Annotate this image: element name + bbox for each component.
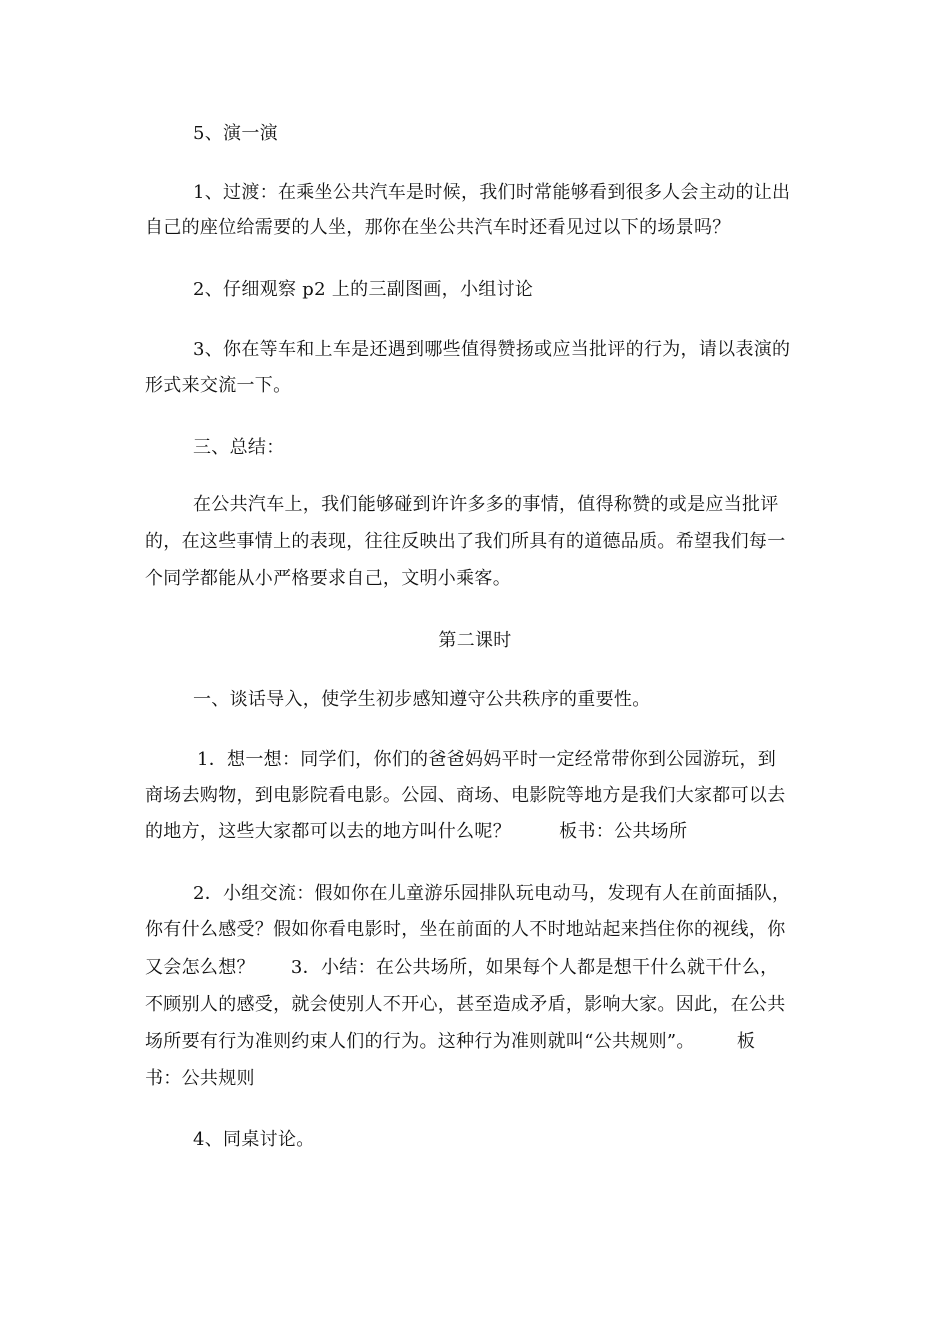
text-line: 形式来交流一下。 (145, 375, 292, 396)
section-heading: 三、总结： (193, 437, 285, 458)
text-line: 自己的座位给需要的人坐，那你在坐公共汽车时还看见过以下的场景吗？ (145, 217, 731, 238)
text-line: 4、同桌讨论。 (193, 1129, 315, 1150)
lesson-title: 第二课时 (438, 630, 512, 651)
text-line: 场所要有行为准则约束人们的行为。这种行为准则就叫“公共规则”。 板 (145, 1031, 756, 1052)
text-line: 的，在这些事情上的表现，往往反映出了我们所具有的道德品质。希望我们每一 (145, 531, 786, 552)
text-line: 书：公共规则 (145, 1068, 255, 1089)
text-line: 2、仔细观察 p2 上的三副图画，小组讨论 (193, 279, 534, 300)
text-line: 商场去购物，到电影院看电影。公园、商场、电影院等地方是我们大家都可以去 (145, 785, 786, 806)
text-line: 你有什么感受？假如你看电影时，坐在前面的人不时地站起来挡住你的视线，你 (145, 919, 786, 940)
text-line: 1．想一想：同学们，你们的爸爸妈妈平时一定经常带你到公园游玩，到 (197, 749, 777, 770)
text-line: 3、你在等车和上车是还遇到哪些值得赞扬或应当批评的行为，请以表演的 (193, 339, 791, 360)
text-line: 的地方，这些大家都可以去的地方叫什么呢？ 板书：公共场所 (145, 821, 688, 842)
text-line: 又会怎么想？ 3．小结：在公共场所，如果每个人都是想干什么就干什么， (145, 957, 779, 978)
text-line: 不顾别人的感受，就会使别人不开心，甚至造成矛盾，影响大家。因此，在公共 (145, 994, 786, 1015)
text-line: 2．小组交流：假如你在儿童游乐园排队玩电动马，发现有人在前面插队， (193, 883, 791, 904)
text-line: 5、演一演 (193, 123, 278, 144)
text-line: 在公共汽车上，我们能够碰到许许多多的事情，值得称赞的或是应当批评 (193, 494, 779, 515)
text-line: 个同学都能从小严格要求自己，文明小乘客。 (145, 568, 511, 589)
text-line: 1、过渡：在乘坐公共汽车是时候，我们时常能够看到很多人会主动的让出 (193, 182, 791, 203)
section-heading: 一、谈话导入，使学生初步感知遵守公共秩序的重要性。 (193, 689, 651, 710)
